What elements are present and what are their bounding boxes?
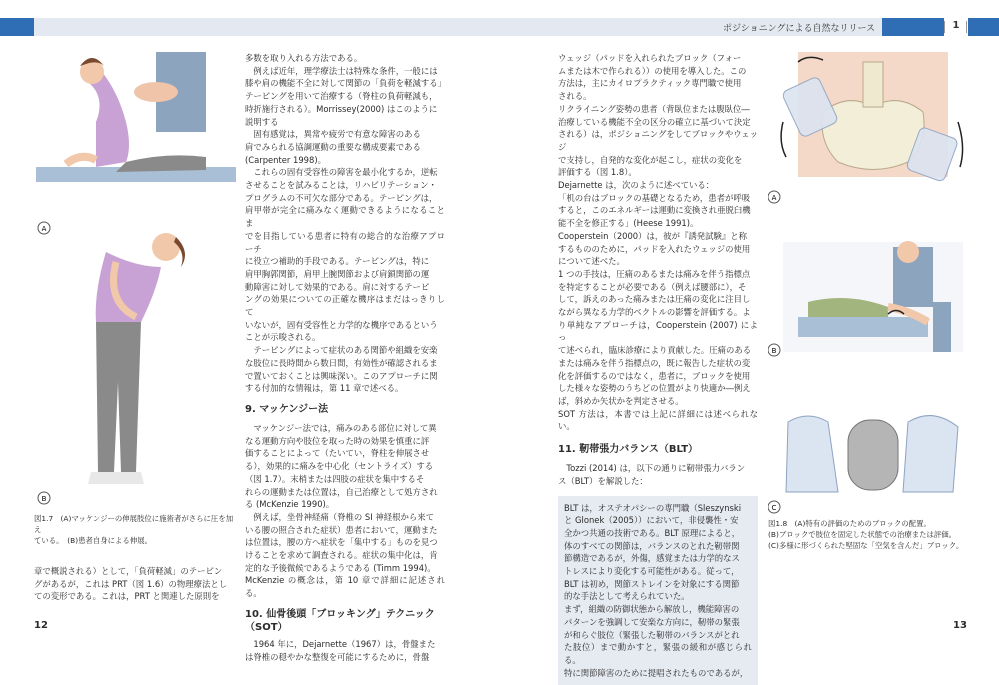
text-line: 説明する [245,116,445,129]
caption-line: (C)多様に形づくられた堅固な「空気を含んだ」ブロック。 [768,540,968,551]
text-line: 化を評価するのではなく，患者に，ブロックを使用 [558,370,758,383]
section-10-heading [245,608,445,634]
patient-legs [96,322,141,472]
patient-arm [66,157,96,164]
text-line: マッケンジー法では，痛みのある部位に対して異 [245,422,445,435]
paragraph-block [558,462,758,487]
header-accent-right [968,18,999,36]
figure-1-8-c [786,416,958,492]
text-line: ての変形である。これは，PRT と関連した原則を [34,590,236,603]
wedge-block [786,416,838,492]
blocks-figure [768,52,968,537]
caption-line: (B)ブロックで肢位を固定した状態での治療または評価。 [768,529,968,540]
text-line: で支持し，自発的な変化が起こし，症状の変化を [558,154,758,167]
heading-line: 10. 仙骨後頭「ブロッキング」テクニック [245,608,445,621]
text-line: 肩でみられる協調運動の重要な構成要素である [245,141,445,154]
paragraph-block [245,422,445,600]
text-line: 定的な予後微候であるようである (Timm 1994)。 [245,562,445,575]
text-line: (Carpenter 1998)。 [245,154,445,167]
rotation-arrow-icon [958,122,963,167]
text-line: 体のすべての関節は，バランスのとれた靭帯関 [564,540,752,553]
text-line: 能不全を修正する」(Heese 1991)。 [558,217,758,230]
figure-1-8-caption [768,518,968,551]
caption-line: 図1.7 (A)マッケンジーの伸展肢位に施術者がさらに圧を加え [34,513,236,535]
text-line: 動障害に対して効果的である。肩に対するテーピ [245,281,445,294]
text-line: Tozzi (2014) は，以下の通りに靭帯張力バラン [558,462,758,475]
text-line: または痛みを伴う指標点の，既に報告した症状の変 [558,357,758,370]
text-line: 章で概説される）として，「負荷軽減」のテーピン [34,565,236,578]
paragraph-block [245,52,445,395]
header-divider [966,21,967,33]
text-line: これらの固有受容性の障害を最小化するか，逆転 [245,166,445,179]
cylinder-block [848,420,898,490]
text-line: 時折施行される）。Morrissey(2000) はこのように [245,103,445,116]
figure-1-7-a [36,52,236,182]
text-line: なる運動方向や肢位を取った時の効果を慎重に評 [245,435,445,448]
wedge-block [903,416,958,492]
text-line: 肩甲帯が完全に痛みなく運動できるようになることま [245,204,445,229]
text-line: （図 1.7）。末梢または四肢の症状を集中するそ [245,473,445,486]
text-line: BLT は初め，関節ストレインを対象にする関節 [564,578,752,591]
section-11-heading: 11. 靭帯張力バランス（BLT） [558,443,758,456]
figure-label-a: A [772,194,777,202]
text-line: した様々な姿勢のうちどの位置がより快適か―例え [558,382,758,395]
header-accent-block [882,18,944,36]
text-line: 全かつ共通の技術である。BLT 原理によると， [564,527,752,540]
figure-1-7-b [88,233,185,484]
header-accent-left [0,18,34,36]
text-line: SOT 方法は，本書では上記に詳細には述べられない。 [558,408,758,433]
patient-head [152,233,180,261]
text-line: プログラムの不可欠な部分である。テーピングは， [245,192,445,205]
running-title: ポジショニングによる自然なリリース [723,21,875,34]
text-line: ば，斜めか矢状かを判定させる。 [558,395,758,408]
text-line: 評価する（図 1.8）。 [558,166,758,179]
text-line: すると，このエネルギーは運動に変換され亜脱臼機 [558,204,758,217]
section-9-heading: 9. マッケンジー法 [245,403,445,416]
caption-line: 図1.8 (A)特有の評価のためのブロックの配置。 [768,518,968,529]
figure-label-b: B [42,495,47,503]
text-line: 特に関節障害のために提唱されたものであるが， [564,667,752,680]
text-line: で置いておくことは興味深い。このアプローチに関 [245,370,445,383]
text-line: 固有感覚は，異常や疲労で有意な障害のある [245,128,445,141]
text-line: る），効果的に痛みを中心化（セントライズ）する [245,460,445,473]
text-line: 多数を取り入れる方法である。 [245,52,445,65]
text-line: な肢位に長時間から数日間，有効性が確認されるま [245,357,445,370]
text-line: 的な手法として考えられていた。 [564,590,752,603]
text-line: ながら異なる力学的ベクトルの影響を評価する。よ [558,306,758,319]
text-line: 1964 年に，Dejarnette（1967）は，骨盤また [245,638,445,651]
figure-1-8-a [781,52,962,182]
text-line: が和らぐ肢位（緊張した靭帯のバランスがとれ [564,629,752,642]
patient-feet [88,472,144,484]
text-line: リクライニング姿勢の患者（背臥位または腹臥位― [558,103,758,116]
text-line: 方法は，主にカイロプラクティック専門職で使用 [558,77,758,90]
heading-line: （SOT） [245,621,445,634]
page-number-right: 13 [953,620,967,631]
text-line: は位置は，腰の方へ症状を「集中する」ものを見つ [245,536,445,549]
chapter-number: 1 [944,20,968,34]
paragraph-block [558,52,758,433]
text-line: は脊椎の穏やかな整復を可能にするために，骨盤 [245,651,445,664]
text-line: 節構造であるが，外傷，感覚または力学的なス [564,552,752,565]
figure-label-c: C [772,504,777,512]
text-line: でを目指している患者に特有の総合的な治療アプローチ [245,230,445,255]
patient-legs [116,155,206,172]
text-line: 肩甲胸郭関節，肩甲上腕関節および肩鎖関節の運 [245,268,445,281]
text-line: について述べた。 [558,255,758,268]
text-line: トレスにより変化する可能性がある。従って， [564,565,752,578]
text-line: 膝や肩の機能不全に対して関節の「負荷を軽減する」 [245,77,445,90]
text-line: を特定することが必要である（例えば腰部に），そ [558,281,758,294]
text-line: パターンを強調して安楽な方向に，靭帯の緊張 [564,616,752,629]
spine [863,62,883,107]
text-line: ウェッジ（パッドを入れられたブロック（フォー [558,52,758,65]
text-line: Cooperstein（2000）は，彼が『誘発試験』と称 [558,230,758,243]
therapist-head [897,241,919,263]
quote-box [558,496,758,685]
text-line: テーピングによって症状のある関節や組織を安楽 [245,344,445,357]
text-line: ス（BLT）を解説した： [558,475,758,488]
text-line: Dejarnette は，次のように述べている： [558,179,758,192]
text-line: される）は，ポジショニングをしてブロックやウェッジ [558,128,758,153]
text-line: る (McKenzie 1990)。 [245,498,445,511]
text-line: いる腰の照合された症状）患者において，運動また [245,524,445,537]
text-line: た肢位）まで動かすと，緊張の緩和が感じられる。 [564,641,752,666]
text-line: 「机の台はブロックの基礎となるため，患者が呼吸 [558,192,758,205]
text-line: する付加的な情報は，第 11 章で述べる。 [245,382,445,395]
text-line: れらの運動または位置は，自己治療として処方され [245,486,445,499]
treatment-table [798,317,928,337]
text-line: テーピングを用いて治療する（脊柱の負荷軽減も， [245,90,445,103]
text-line: り単純なアプローチは，Cooperstein (2007) によっ [558,319,758,344]
therapist-arms [134,82,178,102]
right-column-1 [558,52,758,685]
text-line: ムまたは木で作られる））の使用を導入した。この [558,65,758,78]
text-line: に役立つ補助的手段である。テーピングは，特に [245,255,445,268]
paragraph-block [245,638,445,663]
text-line: BLT は，オステオパシーの専門職（Sleszynski [564,502,752,515]
text-line: 価することによって（たいてい，脊柱を伸展させ [245,447,445,460]
text-line: させることを試みることは，リハビリテーション・ [245,179,445,192]
text-line: McKenzie の概念は，第 10 章で詳細に記述される。 [245,574,445,599]
figure-1-8-b [783,241,963,352]
caption-line: ている。 (B)患者自身による伸展。 [34,535,236,546]
page-number-left: 12 [34,620,48,631]
text-line: まず，組織の防御状態から解放し，機能障害の [564,603,752,616]
text-line: するもののために，パッドを入れたウェッジの使用 [558,243,758,256]
figure-1-7-caption [34,513,236,546]
figure-label-a: A [42,225,47,233]
therapist-legs [933,302,951,352]
text-line: ことが示唆される。 [245,331,445,344]
text-line: けることを求めて調査される。症状の集中化は，肯 [245,549,445,562]
text-line: 治療している機能不全の区分の確立に基づいて決定 [558,116,758,129]
text-line: グがあるが，これは PRT（図 1.6）の物理療法とし [34,578,236,591]
mckenzie-figure [36,52,236,512]
text-line: される。 [558,90,758,103]
left-bottom-text [34,565,236,603]
text-line: いないが，固有受容性と力学的な機序であるという [245,319,445,332]
text-line: 例えば近年，理学療法士は特殊な条件，一般には [245,65,445,78]
text-line: ングの効果についての正確な機序はまだはっきりして [245,293,445,318]
text-line: して，訴えのあった痛みまたは圧痛の変化に注目し [558,293,758,306]
left-column-2 [245,52,445,663]
text-line: 1 つの手技は，圧痛のあるまたは痛みを伴う指標点 [558,268,758,281]
text-line: 例えば，坐骨神経痛（脊椎の SI 神経根から来て [245,511,445,524]
rotation-arrow-icon [781,122,786,157]
figure-label-b: B [772,347,777,355]
text-line: と Glonek（2005））において，非侵襲性・安 [564,514,752,527]
text-line: て述べられ，臨床診療により貢献した。圧痛のある [558,344,758,357]
